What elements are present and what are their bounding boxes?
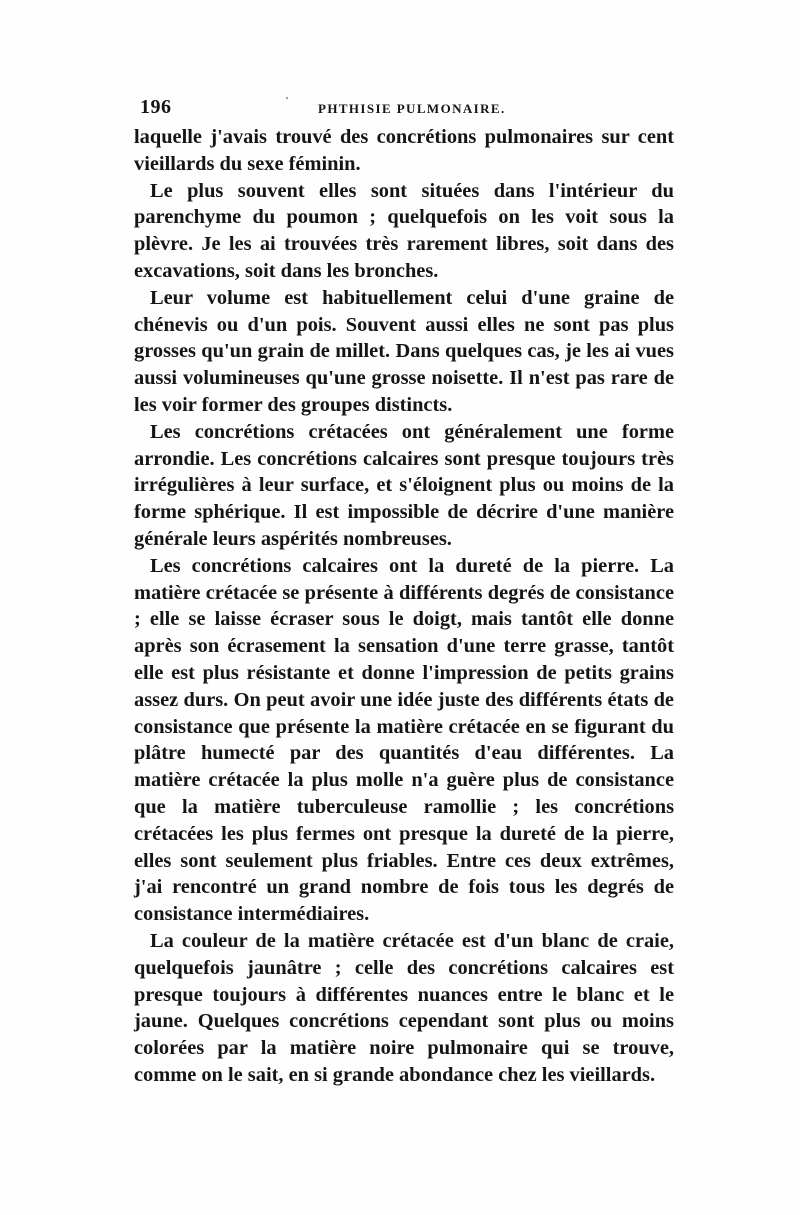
- paragraph-volume: Leur volume est habituellement celui d'une graine de chénevis ou d'un pois. Souvent aussi elles ne sont pas plus grosses qu'un grain de millet. Dans quelques cas, je les ai vues aussi volumineuses qu'une grosse noisette. Il n'est pas rare de les voir former des groupes distincts.: [134, 286, 674, 416]
- printer-mark: ': [286, 95, 288, 107]
- paragraph-location: Le plus souvent elles sont situées dans l'intérieur du parenchyme du poumon ; quelquefois on les voit sous la plèvre. Je les ai trouvées très rarement libres, soit dans des excavations, soit dans les bronches.: [134, 179, 674, 282]
- paragraph-consistency: Les concrétions calcaires ont la dureté de la pierre. La matière crétacée se présente à différents degrés de consistance ; elle se laisse écraser sous le doigt, mais tantôt elle donne après son écrasement la sensation d'une terre grasse, tantôt elle est plus résistante et donne l'impression de petits grains assez durs. On peut avoir une idée juste des différents états de consistance que présente la matière crétacée en se figurant du plâtre humecté par des quantités d'eau différentes. La matière crétacée la plus molle n'a guère plus de consistance que la matière tuberculeuse ramollie ; les concrétions crétacées les plus fermes ont presque la dureté de la pierre, elles sont seulement plus friables. Entre ces deux extrêmes, j'ai rencontré un grand nombre de fois tous les degrés de consistance intermédiaires.: [134, 554, 674, 926]
- running-title: PHTHISIE PULMONAIRE.: [318, 101, 506, 116]
- running-head: [140, 96, 680, 122]
- paragraph-shape: Les concrétions crétacées ont généralement une forme arrondie. Les concrétions calcaires sont presque toujours très irrégulières à leur surface, et s'éloignent plus ou moins de la forme sphérique. Il est impossible de décrire d'une manière générale leurs aspérités nombreuses.: [134, 420, 674, 550]
- body-text: [134, 124, 674, 1089]
- page-number: 196: [140, 96, 172, 118]
- paragraph-color: La couleur de la matière crétacée est d'un blanc de craie, quelquefois jaunâtre ; celle des concrétions calcaires est presque toujours à différentes nuances entre le blanc et le jaune. Quelques concrétions cependant sont plus ou moins colorées par la matière noire pulmonaire qui se trouve, comme on le sait, en si grande abondance chez les vieillards.: [134, 929, 674, 1086]
- paragraph-continuation: laquelle j'avais trouvé des concrétions pulmonaires sur cent vieillards du sexe féminin.: [134, 126, 674, 175]
